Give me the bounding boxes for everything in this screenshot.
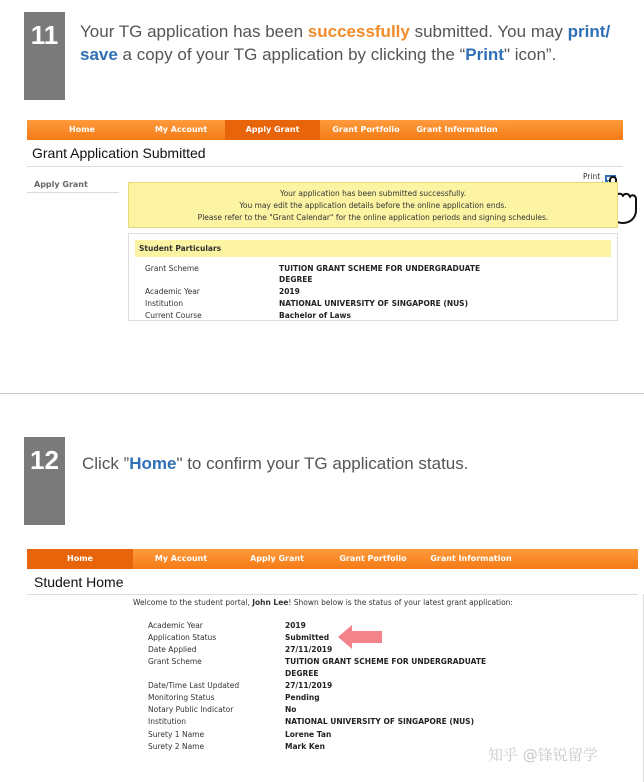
field-value: 2019	[279, 287, 300, 296]
field-value: Lorene Tan	[285, 730, 332, 739]
instruction-highlight: Print	[465, 45, 504, 64]
field-label: Date Applied	[148, 645, 197, 654]
main-nav	[27, 549, 638, 569]
section-title: Student Particulars	[135, 240, 611, 257]
field-value: Submitted	[285, 633, 330, 642]
watermark: 知乎 @锋锐留学	[488, 746, 598, 764]
field-value: Bachelor of Laws	[279, 311, 351, 320]
notice-line: Please refer to the "Grant Calendar" for the online application periods and signing schedules.	[197, 213, 549, 222]
instruction-text: Your TG application has been	[80, 22, 308, 41]
instruction-text: submitted. You may	[409, 22, 568, 41]
field-value: TUITION GRANT SCHEME FOR UNDERGRADUATE	[279, 264, 481, 273]
notice-line: Your application has been submitted successfully.	[279, 189, 467, 198]
field-label: Institution	[145, 299, 183, 308]
main-nav	[27, 120, 623, 140]
nav-grant-portfolio[interactable]: Grant Portfolio	[339, 554, 407, 563]
field-label: Notary Public Indicator	[148, 705, 234, 714]
step-number-badge: 11	[24, 12, 65, 100]
nav-my-account[interactable]: My Account	[154, 125, 208, 134]
sidebar-item-apply-grant[interactable]: Apply Grant	[34, 180, 88, 189]
field-label: Academic Year	[148, 621, 203, 630]
step-number-badge: 12	[24, 437, 65, 525]
field-value: TUITION GRANT SCHEME FOR UNDERGRADUATE	[285, 657, 487, 666]
instruction-highlight: Home	[129, 454, 177, 473]
field-value: DEGREE	[285, 669, 319, 678]
page-title: Student Home	[34, 574, 124, 590]
sidebar-divider	[27, 192, 119, 193]
field-value: 2019	[285, 621, 306, 630]
nav-grant-portfolio[interactable]: Grant Portfolio	[332, 125, 400, 134]
field-label: Surety 1 Name	[148, 730, 205, 739]
field-label: Institution	[148, 717, 186, 726]
field-label: Monitoring Status	[148, 693, 215, 702]
title-divider	[27, 166, 623, 167]
nav-grant-information[interactable]: Grant Information	[430, 554, 512, 563]
field-label: Grant Scheme	[145, 264, 199, 273]
step-instruction	[82, 452, 622, 475]
field-label: Surety 2 Name	[148, 742, 205, 751]
welcome-text: ! Shown below is the status of your latest grant application:	[288, 598, 513, 607]
nav-apply-grant[interactable]: Apply Grant	[225, 120, 320, 140]
field-label: Grant Scheme	[148, 657, 202, 666]
instruction-highlight: successfully	[307, 22, 410, 41]
welcome-text: Welcome to the student portal,	[133, 598, 253, 607]
user-name: John Lee	[252, 598, 289, 607]
nav-my-account[interactable]: My Account	[154, 554, 208, 563]
field-label: Academic Year	[145, 287, 200, 296]
field-value: No	[285, 705, 297, 714]
nav-home[interactable]: Home	[69, 125, 95, 134]
step-instruction	[80, 20, 620, 66]
field-value: Pending	[285, 693, 320, 702]
field-value: 27/11/2019	[285, 645, 333, 654]
print-label[interactable]: Print	[583, 172, 601, 181]
instruction-text: " to confirm your TG application status.	[176, 454, 469, 473]
nav-apply-grant[interactable]: Apply Grant	[250, 554, 304, 563]
nav-grant-information[interactable]: Grant Information	[416, 125, 498, 134]
field-value: 27/11/2019	[285, 681, 333, 690]
field-value: DEGREE	[279, 275, 313, 284]
instruction-highlight: print/ save	[80, 22, 611, 64]
notice-line: You may edit the application details before the online application ends.	[239, 201, 507, 210]
success-notice	[128, 182, 618, 228]
section-divider	[0, 393, 644, 394]
page-title: Grant Application Submitted	[32, 145, 206, 161]
welcome-message	[133, 598, 513, 607]
pointer-arrow-icon	[338, 625, 382, 649]
instruction-text: " icon”.	[503, 45, 557, 64]
field-value: NATIONAL UNIVERSITY OF SINGAPORE (NUS)	[279, 299, 469, 308]
field-label: Date/Time Last Updated	[148, 681, 240, 690]
instruction-text: Click ”	[82, 454, 130, 473]
field-label: Current Course	[145, 311, 202, 320]
nav-home[interactable]: Home	[27, 549, 133, 569]
field-value: NATIONAL UNIVERSITY OF SINGAPORE (NUS)	[285, 717, 475, 726]
title-divider	[27, 594, 638, 595]
field-value: Mark Ken	[285, 742, 325, 751]
field-label: Application Status	[148, 633, 217, 642]
instruction-text: a copy of your TG application by clicking the “	[117, 45, 466, 64]
